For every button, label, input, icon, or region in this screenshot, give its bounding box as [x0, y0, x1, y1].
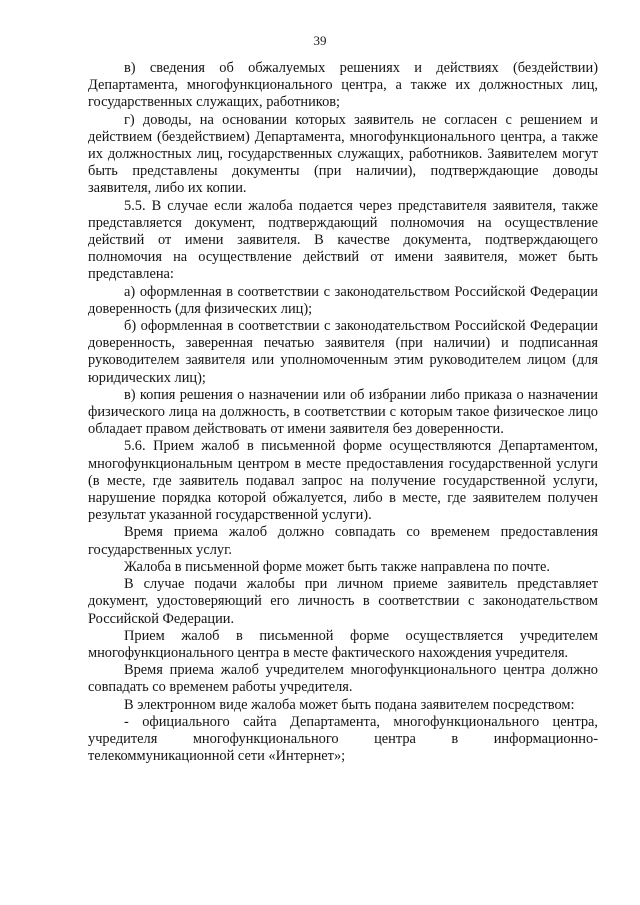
paragraph-power-of-attorney-individuals: а) оформленная в соответствии с законодательством Российской Федерации доверенность (для физических лиц);: [88, 283, 598, 317]
paragraph-power-of-attorney-legal-entities: б) оформленная в соответствии с законодательством Российской Федерации доверенность, заверенная печатью заявителя (при наличии) и подписанная руководителем заявителя или уполномоченным этим руководителем лицом (для юридических лиц);: [88, 318, 598, 386]
paragraph-electronic-complaint: В электронном виде жалоба может быть подана заявителем посредством:: [124, 696, 575, 713]
paragraph-appointment-decision-copy: в) копия решения о назначении или об избрании либо приказа о назначении физического лица на должность, в соответствии с которым такое физическое лицо обладает правом действовать от имени заявителя без доверенности.: [88, 386, 598, 438]
paragraph-5-5-representative: 5.5. В случае если жалоба подается через представителя заявителя, также представляется документ, подтверждающий полномочия на осуществление действий от имени заявителя. В качестве документа, подтверждающего полномочия на осуществление действий от имени заявителя, может быть представлена:: [88, 197, 598, 283]
paragraph-founder-reception-time: Время приема жалоб учредителем многофункционального центра должно совпадать со временем работы учредителя.: [88, 662, 598, 696]
paragraph-reception-time: Время приема жалоб должно совпадать со временем предоставления государственных услуг.: [88, 524, 598, 558]
paragraph-appeal-decisions: в) сведения об обжалуемых решениях и действиях (бездействии) Департамента, многофункционального центра, а также их должностных лиц, государственных служащих, работников;: [88, 60, 598, 111]
paragraph-personal-reception: В случае подачи жалобы при личном приеме заявитель представляет документ, удостоверяющий его личность в соответствии с законодательством Российской Федерации.: [88, 576, 598, 627]
paragraph-5-6-written-complaints: 5.6. Прием жалоб в письменной форме осуществляются Департаментом, многофункциональным центром в месте предоставления государственной услуги (в месте, где заявитель подавал запрос на получение государственной услуги, нарушение порядка которой обжалуется, либо в месте, где заявителем получен результат указанной государственной услуги).: [88, 438, 598, 524]
paragraph-arguments: г) доводы, на основании которых заявитель не согласен с решением и действием (бездействием) Департамента, многофункционального центра, а также их должностных лиц, государственных служащих, работников. Заявителем могут быть представлены документы (при наличии), подтверждающие доводы заявителя, либо их копии.: [88, 111, 598, 197]
paragraph-founder-reception: Прием жалоб в письменной форме осуществляется учредителем многофункционального центра в месте фактического нахождения учредителя.: [88, 627, 598, 661]
document-body: [88, 60, 598, 765]
page-number: 39: [313, 33, 327, 48]
paragraph-postal-complaint: Жалоба в письменной форме может быть также направлена по почте.: [124, 558, 551, 575]
paragraph-official-website: - официального сайта Департамента, многофункционального центра, учредителя многофункционального центра в информационно-телекоммуникационной сети «Интернет»;: [88, 713, 598, 765]
